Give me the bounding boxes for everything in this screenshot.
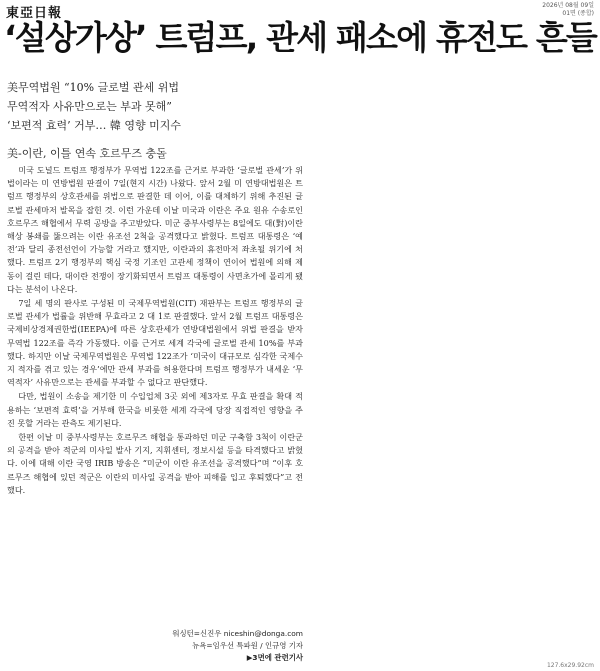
subheadline-1: 美무역법원 “10% 글로벌 관세 위법	[7, 81, 179, 94]
main-headline: ‘설상가상’ 트럼프, 관세 패소에 휴전도 흔들	[4, 18, 596, 57]
paragraph-1: 미국 도널드 트럼프 행정부가 무역법 122조를 근거로 부과한 ‘글로벌 관세’가 위법이라는 미 연방법원 판결이 7일(현지 시간) 나왔다. 앞서 2월 미 연방대법원은 트럼프 행정부의 상호관세를 위법으로 판결한 데 이어, 이를 대체하기 위해 추진된 글로벌 관세마저 발목을 잡힌 것. 이런 가운데 이날 미국과 이란은 주요 원유 수송로인 호르무즈 해협에서 무력 공방을 주고받았다. 미군 중부사령부는 8일에도 대(對)이란 해상 봉쇄를 뚫으려는 이란 유조선 2척을 공격했다고 밝혔다. 트럼프 대통령은 ‘예전’과 달리 종전선언이 가능할 거라고 했지만, 이란과의 휴전마저 좌초될 위기에 처했다. 트럼프 2기 행정부의 핵심 국정 기조인 고관세 정책이 연이어 법원에 의해 제동이 걸린 데다, 대이란 전쟁이 장기화되면서 트럼프 대통령이 사면초가에 몰리게 됐다는 분석이 나온다.	[7, 165, 303, 294]
page-info: 01면 (종합)	[562, 10, 594, 17]
related-article-link[interactable]: ▶3면에 관련기사	[246, 653, 303, 662]
subheadline-4: 美-이란, 이틀 연속 호르무즈 충돌	[7, 147, 167, 160]
article-body	[7, 164, 303, 497]
byline-washington: 워싱턴=신진우 niceshin@donga.com	[172, 629, 303, 638]
bylines	[7, 628, 303, 664]
paragraph-4: 한편 이날 미 중부사령부는 호르무즈 해협을 통과하던 미군 구축함 3척이 이란군의 공격을 받아 적군의 미사일 발사 기지, 지휘센터, 정보시설 등을 타격했다고 밝혔다. 이에 대해 이란 국영 IRIB 방송은 “미군이 이란 유조선을 공격했다”며 “이후 호르무즈 해협에 있던 적군은 이란의 미사일 공격을 받아 피해를 입고 후퇴했다”고 전했다.	[7, 432, 303, 495]
byline-newyork: 뉴욕=임우선 특파원 / 인규영 기자	[192, 641, 303, 650]
subheadline-3: ‘보편적 효력’ 거부… 韓 영향 미지수	[7, 119, 181, 132]
paragraph-2: 7일 세 명의 판사로 구성된 미 국제무역법원(CIT) 재판부는 트럼프 행정부의 글로벌 관세가 법률을 위반해 무효라고 2 대 1로 판결했다. 앞서 2월 트럼프 대통령은 국제비상경제권한법(IEEPA)에 따른 상호관세가 연방대법원에서 위법 판결을 받자 무역법 122조를 즉각 가동했다. 이를 근거로 세계 각국에 글로벌 관세 10%를 부과했다. 하지만 이날 국제무역법원은 무역법 122조가 ‘미국이 대규모로 심각한 국제수지 적자를 겪고 있는 경우’에만 관세 부과를 허용한다며 트럼프 행정부가 내세운 ‘무역적자’ 사유만으로는 관세를 부과할 수 없다고 판단했다.	[7, 298, 303, 388]
subheadlines	[7, 78, 307, 163]
subheadline-2: 무역적자 사유만으로는 부과 못해”	[7, 100, 172, 113]
publish-date: 2026년 08월 09일	[542, 2, 594, 9]
paragraph-3: 다만, 법원이 소송을 제기한 미 수입업체 3곳 외에 제3자로 무효 판결을 확대 적용하는 ‘보편적 효력’을 거부해 한국을 비롯한 세계 각국에 당장 직접적인 영향을 주진 못할 거라는 관측도 제기된다.	[7, 391, 303, 428]
footer-code: 127.6x29.92cm	[546, 662, 594, 669]
newspaper-masthead: 東亞日報	[6, 6, 63, 21]
